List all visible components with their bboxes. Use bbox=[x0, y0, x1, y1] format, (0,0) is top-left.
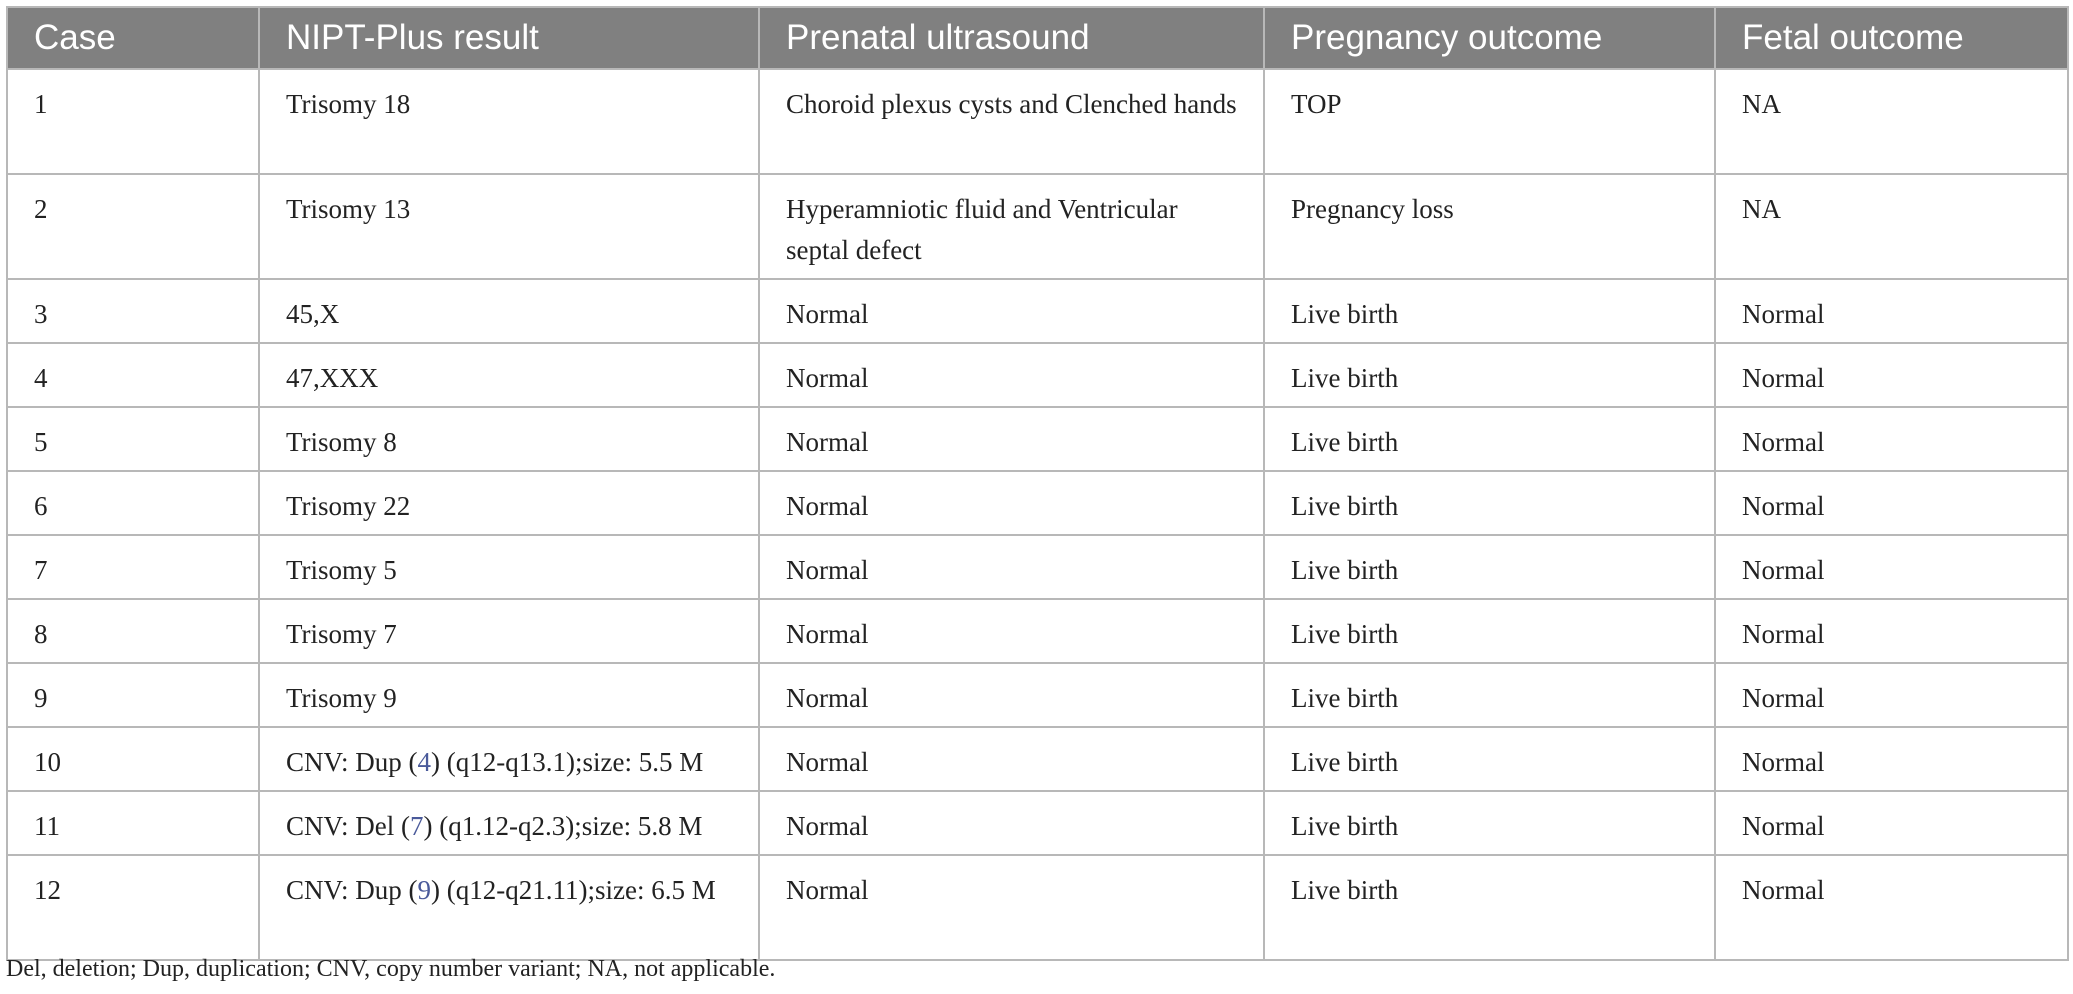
header-nipt-plus-result: NIPT-Plus result bbox=[259, 7, 759, 69]
cell-ultrasound: Hyperamniotic fluid and Ventricular septal defect bbox=[759, 174, 1264, 279]
cell-pregnancy-outcome: Live birth bbox=[1264, 599, 1715, 663]
nipt-text-post: ) (q12-q21.11);size: 6.5 M bbox=[431, 875, 716, 905]
cell-case: 3 bbox=[7, 279, 259, 343]
cell-ultrasound: Normal bbox=[759, 663, 1264, 727]
cell-nipt-result: Trisomy 18 bbox=[259, 69, 759, 174]
header-fetal-outcome: Fetal outcome bbox=[1715, 7, 2068, 69]
reference-link[interactable]: 4 bbox=[417, 747, 431, 777]
cell-pregnancy-outcome: Live birth bbox=[1264, 791, 1715, 855]
cell-pregnancy-outcome: Live birth bbox=[1264, 407, 1715, 471]
cell-ultrasound: Choroid plexus cysts and Clenched hands bbox=[759, 69, 1264, 174]
cell-fetal-outcome: Normal bbox=[1715, 407, 2068, 471]
cell-ultrasound: Normal bbox=[759, 407, 1264, 471]
cell-fetal-outcome: NA bbox=[1715, 174, 2068, 279]
header-case: Case bbox=[7, 7, 259, 69]
cell-pregnancy-outcome: Live birth bbox=[1264, 855, 1715, 960]
nipt-text-pre: CNV: Dup ( bbox=[286, 875, 418, 905]
cell-case: 7 bbox=[7, 535, 259, 599]
reference-link[interactable]: 9 bbox=[417, 875, 431, 905]
cell-ultrasound: Normal bbox=[759, 727, 1264, 791]
cell-case: 1 bbox=[7, 69, 259, 174]
cell-nipt-result bbox=[259, 727, 759, 791]
cell-nipt-result: 45,X bbox=[259, 279, 759, 343]
cell-ultrasound: Normal bbox=[759, 599, 1264, 663]
table-header-row bbox=[7, 7, 2068, 69]
table-row bbox=[7, 174, 2068, 279]
cell-fetal-outcome: Normal bbox=[1715, 535, 2068, 599]
cell-pregnancy-outcome: Pregnancy loss bbox=[1264, 174, 1715, 279]
nipt-text-post: ) (q12-q13.1);size: 5.5 M bbox=[431, 747, 704, 777]
cell-nipt-result: Trisomy 7 bbox=[259, 599, 759, 663]
cell-case: 4 bbox=[7, 343, 259, 407]
cell-case: 12 bbox=[7, 855, 259, 960]
cell-ultrasound: Normal bbox=[759, 791, 1264, 855]
cell-ultrasound: Normal bbox=[759, 535, 1264, 599]
nipt-text-pre: CNV: Dup ( bbox=[286, 747, 418, 777]
table-row bbox=[7, 471, 2068, 535]
table-row bbox=[7, 407, 2068, 471]
cell-nipt-result: Trisomy 13 bbox=[259, 174, 759, 279]
table-row bbox=[7, 279, 2068, 343]
cell-fetal-outcome: Normal bbox=[1715, 343, 2068, 407]
cell-ultrasound: Normal bbox=[759, 855, 1264, 960]
table-row bbox=[7, 599, 2068, 663]
cell-pregnancy-outcome: Live birth bbox=[1264, 279, 1715, 343]
table-row bbox=[7, 855, 2068, 960]
cell-fetal-outcome: Normal bbox=[1715, 855, 2068, 960]
cell-case: 10 bbox=[7, 727, 259, 791]
cell-case: 8 bbox=[7, 599, 259, 663]
cell-case: 11 bbox=[7, 791, 259, 855]
cell-ultrasound: Normal bbox=[759, 279, 1264, 343]
cell-ultrasound: Normal bbox=[759, 343, 1264, 407]
cell-nipt-result bbox=[259, 855, 759, 960]
table-container bbox=[6, 6, 2067, 961]
cell-case: 5 bbox=[7, 407, 259, 471]
table-row bbox=[7, 663, 2068, 727]
cell-ultrasound: Normal bbox=[759, 471, 1264, 535]
cell-nipt-result bbox=[259, 791, 759, 855]
reference-link[interactable]: 7 bbox=[409, 811, 424, 841]
cell-nipt-result: Trisomy 9 bbox=[259, 663, 759, 727]
nipt-text-post: ) (q1.12-q2.3);size: 5.8 M bbox=[423, 811, 703, 841]
cell-fetal-outcome: NA bbox=[1715, 69, 2068, 174]
table-row bbox=[7, 727, 2068, 791]
cell-nipt-result: Trisomy 8 bbox=[259, 407, 759, 471]
table-row bbox=[7, 535, 2068, 599]
header-prenatal-ultrasound: Prenatal ultrasound bbox=[759, 7, 1264, 69]
cell-fetal-outcome: Normal bbox=[1715, 791, 2068, 855]
cell-fetal-outcome: Normal bbox=[1715, 599, 2068, 663]
nipt-text-pre: CNV: Del ( bbox=[286, 811, 410, 841]
cell-nipt-result: Trisomy 22 bbox=[259, 471, 759, 535]
cell-case: 2 bbox=[7, 174, 259, 279]
results-table bbox=[6, 6, 2069, 961]
header-pregnancy-outcome: Pregnancy outcome bbox=[1264, 7, 1715, 69]
cell-pregnancy-outcome: Live birth bbox=[1264, 727, 1715, 791]
cell-pregnancy-outcome: TOP bbox=[1264, 69, 1715, 174]
cell-pregnancy-outcome: Live birth bbox=[1264, 535, 1715, 599]
cell-fetal-outcome: Normal bbox=[1715, 471, 2068, 535]
table-row bbox=[7, 343, 2068, 407]
table-row bbox=[7, 69, 2068, 174]
cell-pregnancy-outcome: Live birth bbox=[1264, 663, 1715, 727]
table-row bbox=[7, 791, 2068, 855]
table-footnote: Del, deletion; Dup, duplication; CNV, copy number variant; NA, not applicable. bbox=[6, 956, 776, 982]
cell-fetal-outcome: Normal bbox=[1715, 279, 2068, 343]
cell-pregnancy-outcome: Live birth bbox=[1264, 471, 1715, 535]
cell-case: 9 bbox=[7, 663, 259, 727]
cell-pregnancy-outcome: Live birth bbox=[1264, 343, 1715, 407]
cell-fetal-outcome: Normal bbox=[1715, 663, 2068, 727]
cell-case: 6 bbox=[7, 471, 259, 535]
cell-fetal-outcome: Normal bbox=[1715, 727, 2068, 791]
cell-nipt-result: Trisomy 5 bbox=[259, 535, 759, 599]
cell-nipt-result: 47,XXX bbox=[259, 343, 759, 407]
